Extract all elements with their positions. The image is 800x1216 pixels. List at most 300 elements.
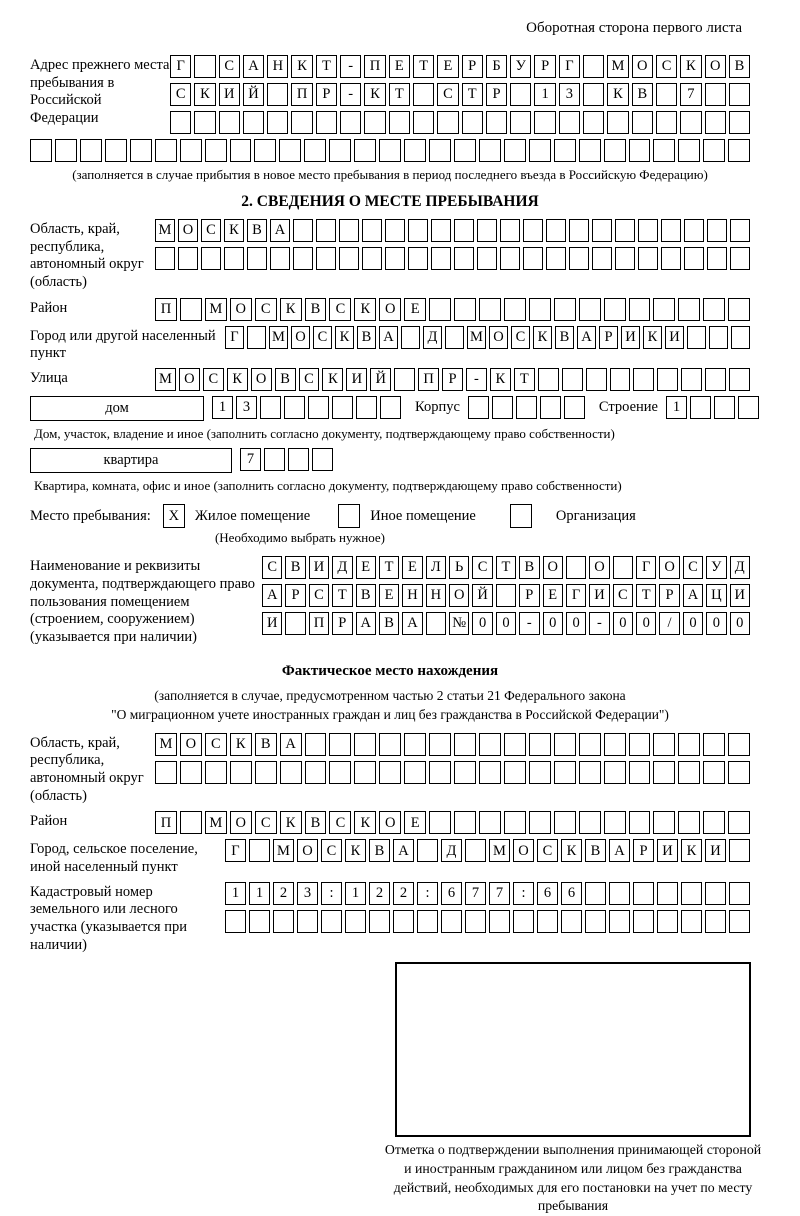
char-cell[interactable] [385,219,405,242]
char-cell[interactable] [728,733,750,756]
char-cell[interactable]: С [329,298,351,321]
char-cell[interactable] [413,83,434,106]
char-cell[interactable] [561,910,582,933]
char-cell[interactable] [554,139,576,162]
char-cell[interactable] [285,612,305,635]
char-cell[interactable] [454,139,476,162]
char-cell[interactable]: 3 [297,882,318,905]
char-cell[interactable]: В [632,83,653,106]
char-cell[interactable]: Р [285,584,305,607]
char-cell[interactable]: Е [404,298,426,321]
char-cell[interactable] [629,811,651,834]
char-cell[interactable]: К [291,55,312,78]
char-cell[interactable] [569,219,589,242]
char-cell[interactable] [510,111,531,134]
stay-type-checkbox-other[interactable] [338,504,360,528]
char-cell[interactable]: С [683,556,703,579]
char-cell[interactable]: К [643,326,662,349]
char-cell[interactable]: В [357,326,376,349]
char-cell[interactable] [437,111,458,134]
char-cell[interactable] [180,811,202,834]
factual-district-row[interactable] [155,811,750,834]
char-cell[interactable] [380,396,401,419]
char-cell[interactable]: В [305,298,327,321]
char-cell[interactable] [678,298,700,321]
city-row[interactable] [225,326,750,349]
char-cell[interactable] [340,111,361,134]
char-cell[interactable]: Д [730,556,750,579]
char-cell[interactable] [653,139,675,162]
char-cell[interactable]: А [262,584,282,607]
char-cell[interactable] [255,761,277,784]
char-cell[interactable] [312,448,333,471]
char-cell[interactable]: Г [559,55,580,78]
char-cell[interactable] [653,811,675,834]
char-cell[interactable] [633,910,654,933]
char-cell[interactable] [379,761,401,784]
char-cell[interactable]: С [329,811,351,834]
char-cell[interactable] [529,733,551,756]
cadastral-row-2[interactable] [225,910,750,933]
char-cell[interactable] [729,882,750,905]
char-cell[interactable]: Н [402,584,422,607]
char-cell[interactable] [404,761,426,784]
char-cell[interactable]: Н [426,584,446,607]
char-cell[interactable]: Г [170,55,191,78]
char-cell[interactable] [379,139,401,162]
char-cell[interactable] [477,247,497,270]
char-cell[interactable]: К [335,326,354,349]
char-cell[interactable] [345,910,366,933]
char-cell[interactable]: 3 [236,396,257,419]
char-cell[interactable] [579,761,601,784]
char-cell[interactable]: Е [389,55,410,78]
char-cell[interactable] [523,219,543,242]
char-cell[interactable]: М [467,326,486,349]
char-cell[interactable] [500,219,520,242]
char-cell[interactable]: 0 [683,612,703,635]
char-cell[interactable] [615,247,635,270]
char-cell[interactable] [291,111,312,134]
char-cell[interactable] [362,219,382,242]
char-cell[interactable]: О [379,298,401,321]
char-cell[interactable] [609,882,630,905]
char-cell[interactable] [583,111,604,134]
char-cell[interactable] [479,761,501,784]
char-cell[interactable] [529,811,551,834]
char-cell[interactable]: К [230,733,252,756]
char-cell[interactable]: 1 [249,882,270,905]
char-cell[interactable] [293,247,313,270]
char-cell[interactable] [504,139,526,162]
char-cell[interactable]: О [513,839,534,862]
char-cell[interactable] [496,584,516,607]
char-cell[interactable]: Й [243,83,264,106]
char-cell[interactable] [729,111,750,134]
char-cell[interactable] [523,247,543,270]
char-cell[interactable] [80,139,102,162]
char-cell[interactable] [728,139,750,162]
char-cell[interactable] [504,761,526,784]
char-cell[interactable]: К [345,839,366,862]
stay-type-checkbox-organization[interactable] [510,504,532,528]
char-cell[interactable] [604,761,626,784]
prev-address-row-1[interactable] [170,55,750,78]
char-cell[interactable]: В [555,326,574,349]
char-cell[interactable]: И [589,584,609,607]
char-cell[interactable] [489,910,510,933]
char-cell[interactable] [385,247,405,270]
char-cell[interactable]: Й [472,584,492,607]
char-cell[interactable]: Г [566,584,586,607]
char-cell[interactable]: П [364,55,385,78]
char-cell[interactable] [657,910,678,933]
char-cell[interactable]: О [297,839,318,862]
char-cell[interactable] [656,83,677,106]
char-cell[interactable]: - [519,612,539,635]
char-cell[interactable]: № [449,612,469,635]
char-cell[interactable] [729,839,750,862]
char-cell[interactable]: Р [519,584,539,607]
char-cell[interactable] [279,139,301,162]
char-cell[interactable] [731,326,750,349]
char-cell[interactable] [401,326,420,349]
char-cell[interactable]: Т [413,55,434,78]
char-cell[interactable]: В [585,839,606,862]
char-cell[interactable] [492,396,513,419]
document-row-1[interactable] [262,556,750,579]
char-cell[interactable]: М [155,368,176,391]
char-cell[interactable] [583,83,604,106]
char-cell[interactable]: А [280,733,302,756]
char-cell[interactable] [468,396,489,419]
char-cell[interactable]: В [247,219,267,242]
char-cell[interactable] [678,139,700,162]
char-cell[interactable]: Р [442,368,463,391]
char-cell[interactable]: 0 [472,612,492,635]
char-cell[interactable]: П [309,612,329,635]
char-cell[interactable]: Р [659,584,679,607]
char-cell[interactable]: И [730,584,750,607]
char-cell[interactable] [462,111,483,134]
char-cell[interactable]: К [224,219,244,242]
char-cell[interactable] [273,910,294,933]
char-cell[interactable]: П [155,811,177,834]
char-cell[interactable] [30,139,52,162]
char-cell[interactable]: И [621,326,640,349]
char-cell[interactable]: В [285,556,305,579]
char-cell[interactable] [504,733,526,756]
char-cell[interactable]: О [705,55,726,78]
char-cell[interactable] [579,733,601,756]
char-cell[interactable] [404,139,426,162]
char-cell[interactable] [540,396,561,419]
char-cell[interactable]: В [305,811,327,834]
char-cell[interactable] [703,761,725,784]
char-cell[interactable]: 6 [537,882,558,905]
char-cell[interactable]: О [379,811,401,834]
char-cell[interactable] [629,733,651,756]
char-cell[interactable] [454,247,474,270]
char-cell[interactable] [417,910,438,933]
char-cell[interactable]: Т [389,83,410,106]
char-cell[interactable]: 2 [273,882,294,905]
char-cell[interactable]: В [356,584,376,607]
char-cell[interactable] [728,298,750,321]
char-cell[interactable]: О [543,556,563,579]
char-cell[interactable]: 0 [636,612,656,635]
char-cell[interactable] [230,139,252,162]
char-cell[interactable]: К [354,811,376,834]
char-cell[interactable] [707,219,727,242]
char-cell[interactable] [429,761,451,784]
char-cell[interactable]: А [270,219,290,242]
char-cell[interactable] [538,368,559,391]
cadastral-row-1[interactable] [225,882,750,905]
char-cell[interactable] [297,910,318,933]
char-cell[interactable] [329,733,351,756]
char-cell[interactable] [615,219,635,242]
char-cell[interactable] [479,811,501,834]
char-cell[interactable]: М [205,811,227,834]
char-cell[interactable]: К [364,83,385,106]
char-cell[interactable] [429,733,451,756]
char-cell[interactable]: О [291,326,310,349]
char-cell[interactable]: О [230,298,252,321]
char-cell[interactable] [583,55,604,78]
char-cell[interactable] [155,761,177,784]
char-cell[interactable] [445,326,464,349]
char-cell[interactable]: 6 [441,882,462,905]
char-cell[interactable]: 0 [706,612,726,635]
factual-region-row-1[interactable] [155,733,750,756]
char-cell[interactable]: П [291,83,312,106]
char-cell[interactable] [554,298,576,321]
char-cell[interactable] [180,761,202,784]
char-cell[interactable] [429,811,451,834]
char-cell[interactable]: - [589,612,609,635]
char-cell[interactable]: С [321,839,342,862]
char-cell[interactable] [703,139,725,162]
char-cell[interactable] [504,298,526,321]
char-cell[interactable]: С [511,326,530,349]
char-cell[interactable]: Т [636,584,656,607]
char-cell[interactable]: К [533,326,552,349]
char-cell[interactable] [254,139,276,162]
char-cell[interactable] [730,247,750,270]
char-cell[interactable]: 0 [543,612,563,635]
char-cell[interactable]: Г [225,839,246,862]
char-cell[interactable]: 7 [489,882,510,905]
char-cell[interactable] [201,247,221,270]
char-cell[interactable] [653,761,675,784]
char-cell[interactable]: Г [636,556,656,579]
char-cell[interactable] [180,298,202,321]
char-cell[interactable] [633,368,654,391]
char-cell[interactable]: О [251,368,272,391]
char-cell[interactable] [55,139,77,162]
char-cell[interactable] [293,219,313,242]
char-cell[interactable] [408,247,428,270]
char-cell[interactable] [230,761,252,784]
char-cell[interactable] [305,733,327,756]
char-cell[interactable] [356,396,377,419]
char-cell[interactable] [264,448,285,471]
char-cell[interactable]: / [659,612,679,635]
char-cell[interactable]: К [607,83,628,106]
char-cell[interactable] [534,111,555,134]
char-cell[interactable] [225,910,246,933]
char-cell[interactable] [316,219,336,242]
char-cell[interactable]: П [155,298,177,321]
char-cell[interactable] [632,111,653,134]
char-cell[interactable] [288,448,309,471]
char-cell[interactable] [566,556,586,579]
char-cell[interactable] [554,761,576,784]
char-cell[interactable] [379,733,401,756]
char-cell[interactable]: С [437,83,458,106]
char-cell[interactable]: В [519,556,539,579]
house-number-cells[interactable] [212,396,401,419]
char-cell[interactable] [690,396,711,419]
char-cell[interactable] [705,111,726,134]
char-cell[interactable]: В [369,839,390,862]
char-cell[interactable] [729,83,750,106]
char-cell[interactable] [247,326,266,349]
char-cell[interactable]: А [243,55,264,78]
char-cell[interactable] [155,139,177,162]
char-cell[interactable] [513,910,534,933]
char-cell[interactable] [703,811,725,834]
char-cell[interactable]: О [659,556,679,579]
char-cell[interactable]: А [356,612,376,635]
char-cell[interactable]: С [472,556,492,579]
char-cell[interactable]: : [321,882,342,905]
char-cell[interactable]: Т [514,368,535,391]
region-row-1[interactable] [155,219,750,242]
char-cell[interactable] [609,910,630,933]
char-cell[interactable] [308,396,329,419]
char-cell[interactable]: С [309,584,329,607]
char-cell[interactable]: С [255,298,277,321]
char-cell[interactable]: А [683,584,703,607]
char-cell[interactable] [404,733,426,756]
char-cell[interactable] [703,733,725,756]
char-cell[interactable] [267,83,288,106]
char-cell[interactable] [653,733,675,756]
char-cell[interactable] [413,111,434,134]
char-cell[interactable] [364,111,385,134]
char-cell[interactable]: И [346,368,367,391]
char-cell[interactable]: Е [356,556,376,579]
char-cell[interactable] [408,219,428,242]
char-cell[interactable] [393,910,414,933]
char-cell[interactable] [504,811,526,834]
char-cell[interactable]: С [219,55,240,78]
char-cell[interactable]: - [340,55,361,78]
char-cell[interactable] [329,761,351,784]
char-cell[interactable]: О [632,55,653,78]
char-cell[interactable]: А [577,326,596,349]
char-cell[interactable]: М [489,839,510,862]
char-cell[interactable] [304,139,326,162]
char-cell[interactable] [613,556,633,579]
char-cell[interactable] [454,811,476,834]
char-cell[interactable] [329,139,351,162]
char-cell[interactable]: С [262,556,282,579]
char-cell[interactable]: Д [423,326,442,349]
char-cell[interactable]: : [513,882,534,905]
char-cell[interactable]: 0 [613,612,633,635]
char-cell[interactable]: Т [332,584,352,607]
char-cell[interactable] [529,139,551,162]
char-cell[interactable] [610,368,631,391]
char-cell[interactable] [705,910,726,933]
char-cell[interactable] [707,247,727,270]
char-cell[interactable] [569,247,589,270]
char-cell[interactable] [564,396,585,419]
char-cell[interactable]: Е [437,55,458,78]
char-cell[interactable]: 2 [369,882,390,905]
char-cell[interactable]: К [681,839,702,862]
char-cell[interactable]: Д [441,839,462,862]
char-cell[interactable] [516,396,537,419]
char-cell[interactable] [431,219,451,242]
char-cell[interactable] [684,247,704,270]
char-cell[interactable] [592,219,612,242]
char-cell[interactable] [417,839,438,862]
district-row[interactable] [155,298,750,321]
char-cell[interactable]: 1 [225,882,246,905]
char-cell[interactable] [546,247,566,270]
char-cell[interactable]: Д [332,556,352,579]
char-cell[interactable]: 1 [534,83,555,106]
char-cell[interactable]: С [656,55,677,78]
char-cell[interactable] [678,811,700,834]
char-cell[interactable]: 1 [212,396,233,419]
char-cell[interactable] [486,111,507,134]
char-cell[interactable] [738,396,759,419]
char-cell[interactable]: С [313,326,332,349]
char-cell[interactable] [585,910,606,933]
char-cell[interactable] [369,910,390,933]
factual-region-row-2[interactable] [155,761,750,784]
char-cell[interactable] [477,219,497,242]
char-cell[interactable] [389,111,410,134]
char-cell[interactable]: Р [462,55,483,78]
char-cell[interactable] [454,219,474,242]
char-cell[interactable]: В [255,733,277,756]
char-cell[interactable]: Р [534,55,555,78]
char-cell[interactable]: М [273,839,294,862]
char-cell[interactable] [431,247,451,270]
char-cell[interactable]: К [490,368,511,391]
char-cell[interactable] [155,247,175,270]
char-cell[interactable]: Ь [449,556,469,579]
char-cell[interactable]: 1 [345,882,366,905]
document-row-2[interactable] [262,584,750,607]
char-cell[interactable] [554,811,576,834]
char-cell[interactable] [426,612,446,635]
char-cell[interactable] [429,139,451,162]
char-cell[interactable]: Р [486,83,507,106]
char-cell[interactable]: О [230,811,252,834]
char-cell[interactable]: К [194,83,215,106]
char-cell[interactable] [728,811,750,834]
char-cell[interactable] [681,910,702,933]
char-cell[interactable] [684,219,704,242]
char-cell[interactable] [537,910,558,933]
